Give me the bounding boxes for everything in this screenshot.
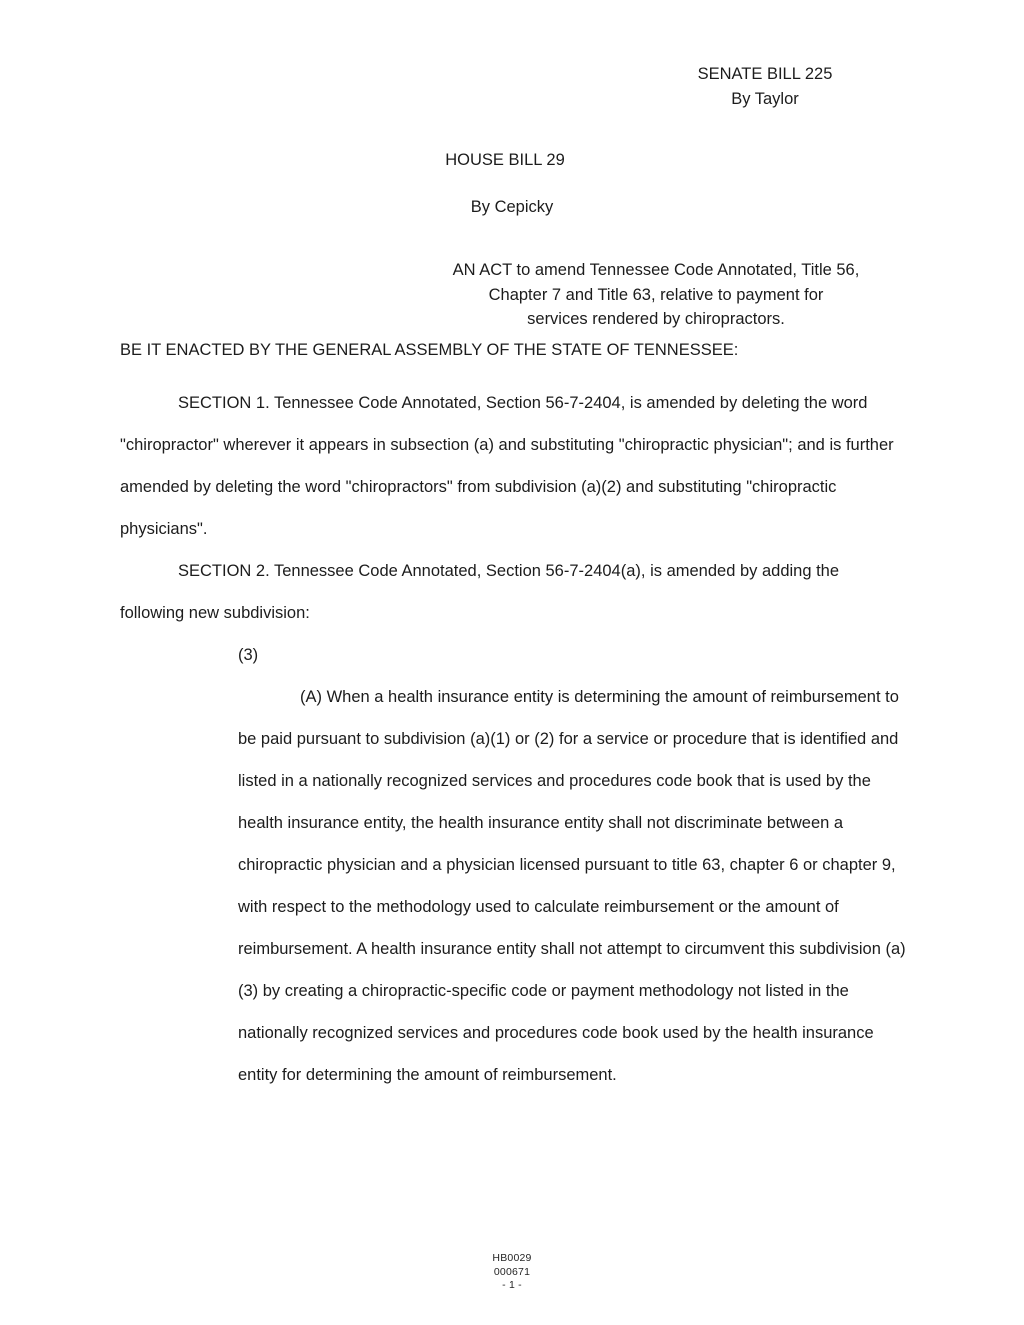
- house-bill-sponsor: By Cepicky: [470, 198, 554, 216]
- bill-body: [120, 340, 906, 1096]
- section-2-text: SECTION 2. Tennessee Code Annotated, Section 56-7-2404(a), is amended by adding the following new subdivision:: [120, 562, 840, 622]
- caption-line-3: services rendered by chiropractors.: [527, 310, 785, 328]
- senate-bill-sponsor: By Taylor: [731, 90, 799, 108]
- house-bill-title: HOUSE BILL 29: [445, 151, 565, 169]
- section-1-text: SECTION 1. Tennessee Code Annotated, Section 56-7-2404, is amended by deleting the word "chiropractor" wherever it appears in subsection (a) and substituting "chiropractic physician"; and is further amended by deleting the word "chiropractors" from subdivision (a)(2) and substituting "chiropractic physicians".: [120, 394, 894, 538]
- senate-bill-header: [600, 62, 930, 112]
- subdivision-3-block: [238, 634, 906, 1096]
- subdivision-3-paragraph-a: [238, 676, 906, 1096]
- senate-bill-title: SENATE BILL 225: [697, 65, 833, 83]
- subdivision-3-marker: (3): [238, 646, 259, 664]
- section-2-paragraph: [120, 550, 906, 634]
- enacting-clause: BE IT ENACTED BY THE GENERAL ASSEMBLY OF THE STATE OF TENNESSEE:: [120, 341, 739, 359]
- footer-page-number: - 1 -: [502, 1279, 522, 1291]
- subparagraph-a-text: (A) When a health insurance entity is determining the amount of reimbursement to be paid pursuant to subdivision (a)(1) or (2) for a service or procedure that is identified and listed in a nationally recognized services and procedures code book that is used by the health insurance entity, the health insurance entity shall not discriminate between a chiropractic physician and a physician licensed pursuant to title 63, chapter 6 or chapter 9, with respect to the methodology used to calculate reimbursement or the amount of reimbursement. A health insurance entity shall not attempt to circumvent this subdivision (a)(3) by creating a chiropractic-specific code or payment methodology not listed in the nationally recognized services and procedures code book used by the health insurance entity for determining the amount of reimbursement.: [238, 688, 906, 1084]
- house-bill-header: [340, 148, 670, 220]
- footer-document-number: 000671: [493, 1265, 531, 1278]
- bill-caption: [400, 258, 912, 332]
- footer-bill-number: HB0029: [492, 1252, 532, 1264]
- section-1-paragraph: [120, 382, 906, 550]
- page-footer: [0, 1252, 1024, 1293]
- caption-line-1: AN ACT to amend Tennessee Code Annotated, Title 56,: [452, 261, 860, 279]
- caption-line-2: Chapter 7 and Title 63, relative to payment for: [488, 285, 824, 304]
